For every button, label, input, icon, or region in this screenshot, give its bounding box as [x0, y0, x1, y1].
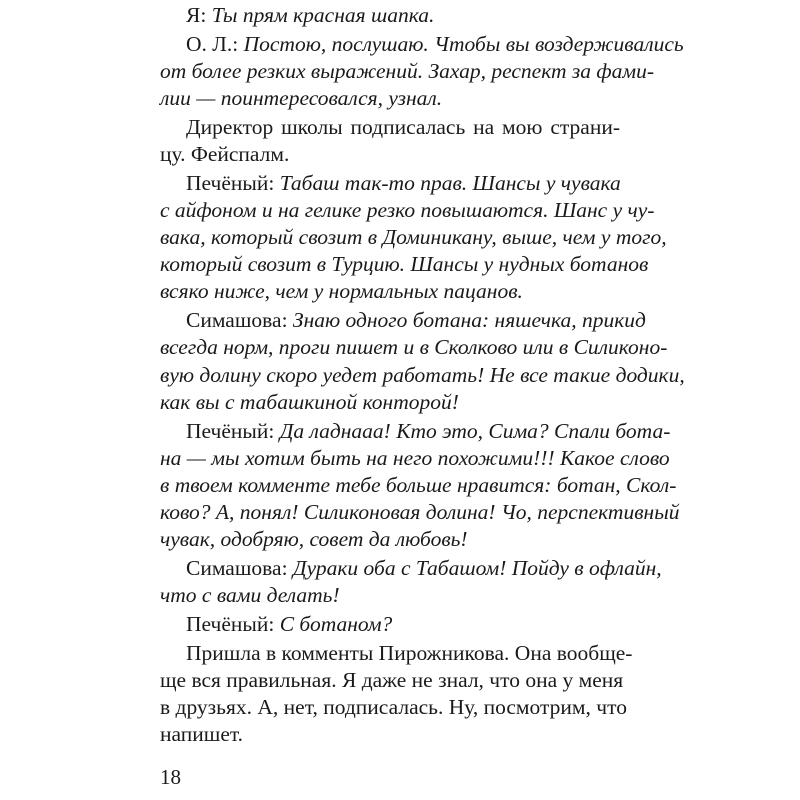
narration-text: Директор школы подписалась на мою страни-: [186, 115, 620, 140]
text-line: [160, 197, 655, 224]
text-line: [160, 224, 667, 251]
speech-text: как вы с табашкиной конторой!: [160, 389, 459, 414]
text-line: [160, 582, 620, 609]
text-line: [160, 526, 620, 553]
speech-text: от более резких выражений. Захар, респект за фами-: [160, 59, 655, 84]
speaker-name: Печёный:: [186, 611, 280, 636]
text-line: [160, 418, 671, 445]
speech-text: ково? А, понял! Силиконовая долина! Чо, перспективный: [160, 499, 680, 524]
speech-text: всегда норм, проги пишет и в Сколково или в Силиконо-: [160, 335, 668, 360]
speaker-name: Печёный:: [186, 171, 280, 196]
speech-text: Табаш так-то прав. Шансы у чувака: [279, 171, 621, 196]
narration-text: напишет.: [160, 722, 244, 746]
text-line: [160, 611, 620, 638]
text-line: [160, 114, 620, 141]
speech-text: что с вами делать!: [160, 582, 340, 607]
text-line: [160, 499, 680, 526]
page-number: 18: [160, 765, 181, 789]
speech-text: в твоем комменте тебе больше нравится: ботан, Скол-: [160, 472, 677, 497]
speech-text: с айфоном и на гелике резко повышаются. Шанс у чу-: [160, 198, 655, 223]
speech-text: Знаю одного ботана: няшечка, прикид: [292, 308, 646, 333]
speaker-name: Печёный:: [186, 418, 280, 443]
text-line: [160, 141, 620, 168]
speech-text: Дураки оба с Табашом! Пойду в офлайн,: [292, 555, 662, 580]
text-line: [160, 667, 624, 694]
text-line: [160, 389, 620, 416]
text-line: [160, 694, 627, 721]
text-line: [160, 334, 668, 361]
speech-text: С ботаном?: [279, 611, 393, 636]
speech-text: вака, который свозит в Доминикану, выше, чем у того,: [160, 225, 667, 250]
text-line: [160, 445, 670, 472]
narration-text: цу. Фейспалм.: [160, 142, 290, 167]
text-line: [160, 307, 646, 334]
speech-text: чувак, одобряю, совет да любовь!: [160, 526, 468, 551]
speaker-name: Симашова:: [186, 555, 293, 580]
speaker-name: Симашова:: [186, 308, 293, 333]
text-line: [160, 170, 620, 197]
speech-text: Ты прям красная шапка.: [211, 3, 435, 27]
text-line: [160, 31, 684, 58]
narration-text: в друзьях. А, нет, подписалась. Ну, посмотрим, что: [160, 694, 627, 719]
text-line: [160, 85, 620, 112]
narration-text: ще вся правильная. Я даже не знал, что она у меня: [160, 667, 624, 692]
speech-text: лии — поинтересовался, узнал.: [160, 86, 443, 111]
text-line: [160, 58, 655, 85]
text-line: [160, 721, 620, 748]
narration-text: Пришла в комменты Пирожникова. Она вообще-: [186, 640, 633, 665]
text-line: [160, 640, 633, 667]
speech-text: Да ладнааа! Кто это, Сима? Спали бота-: [279, 418, 671, 443]
speech-text: Постою, послушаю. Чтобы вы воздерживались: [243, 32, 684, 56]
speech-text: всяко ниже, чем у нормальных пацанов.: [160, 279, 523, 304]
speech-text: на — мы хотим быть на него похожими!!! Какое слово: [160, 445, 670, 470]
text-line: [160, 251, 649, 278]
speech-text: который свозит в Турцию. Шансы у нудных ботанов: [160, 252, 649, 277]
text-line: [160, 362, 685, 389]
text-line: [160, 555, 662, 582]
speech-text: вую долину скоро уедет работать! Не все такие додики,: [160, 362, 685, 387]
text-line: [160, 278, 620, 305]
text-line: [160, 2, 620, 29]
speaker-name: Я:: [186, 3, 212, 27]
speaker-name: О. Л.:: [186, 32, 244, 56]
text-line: [160, 472, 677, 499]
